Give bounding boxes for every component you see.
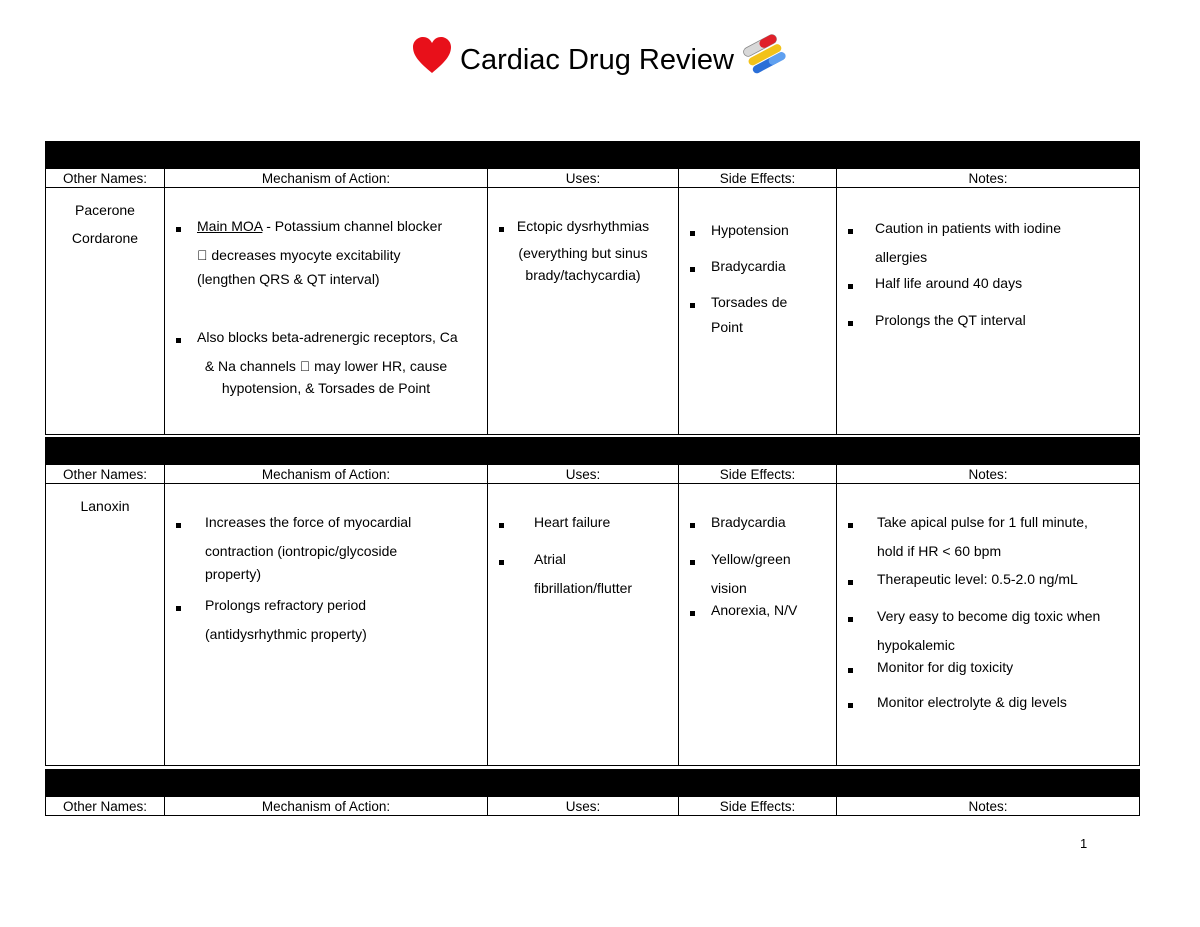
other-name: Lanoxin xyxy=(80,498,130,514)
pills-icon xyxy=(740,32,788,74)
header-row xyxy=(46,465,1140,484)
moa-cont: & Na channels may lower HR, cause xyxy=(212,358,440,374)
uses-cell xyxy=(488,484,679,766)
note-item: Very easy to become dig toxic when xyxy=(837,606,1139,627)
drug-row xyxy=(46,188,1140,435)
other-names-cell xyxy=(46,188,165,435)
moa-cont: property) xyxy=(205,566,262,582)
heart-icon xyxy=(412,36,452,74)
uses-item: Atrial xyxy=(488,549,678,570)
uses-cont: brady/tachycardia) xyxy=(525,267,641,283)
page-number: 1 xyxy=(1080,836,1088,851)
note-item: Half life around 40 days xyxy=(837,273,1139,294)
uses-cell xyxy=(488,188,679,435)
header-moa: Mechanism of Action: xyxy=(165,465,488,484)
side-effects-cell xyxy=(679,484,837,766)
header-notes: Notes: xyxy=(837,797,1140,816)
side-effect-item: Torsades de xyxy=(679,292,836,313)
side-effect-cont: Point xyxy=(711,319,743,335)
notes-cell xyxy=(837,484,1140,766)
notes-cell xyxy=(837,188,1140,435)
side-effect-item: Hypotension xyxy=(679,220,836,241)
moa-cell xyxy=(165,188,488,435)
note-item: Prolongs the QT interval xyxy=(837,310,1139,331)
note-item: Monitor electrolyte & dig levels xyxy=(837,692,1139,713)
header-notes: Notes: xyxy=(837,169,1140,188)
moa-cont: (lengthen QRS & QT interval) xyxy=(197,271,380,287)
header-other-names: Other Names: xyxy=(46,169,165,188)
page-title xyxy=(0,40,1200,82)
uses-item: Ectopic dysrhythmias xyxy=(488,216,678,237)
moa-item: Main MOA - Potassium channel blocker xyxy=(165,216,487,237)
header-notes: Notes: xyxy=(837,465,1140,484)
drug-table-3 xyxy=(45,769,1140,816)
side-effect-cont: vision xyxy=(711,580,747,596)
moa-cont: hypotension, & Torsades de Point xyxy=(221,380,431,396)
header-uses: Uses: xyxy=(488,169,679,188)
uses-cont: (everything but sinus xyxy=(518,245,648,261)
note-cont: allergies xyxy=(875,249,928,265)
header-side-effects: Side Effects: xyxy=(679,465,837,484)
note-item: Therapeutic level: 0.5-2.0 ng/mL xyxy=(837,569,1139,590)
moa-cont: contraction (iontropic/glycoside xyxy=(205,543,398,559)
note-cont: hold if HR < 60 bpm xyxy=(877,543,1002,559)
uses-cont: fibrillation/flutter xyxy=(534,580,633,596)
uses-item: Heart failure xyxy=(488,512,678,533)
side-effect-item: Bradycardia xyxy=(679,512,836,533)
moa-cont: decreases myocyte excitability xyxy=(197,247,387,263)
title-text: Cardiac Drug Review xyxy=(460,44,734,76)
header-moa: Mechanism of Action: xyxy=(165,797,488,816)
side-effect-item: Yellow/green xyxy=(679,549,836,570)
header-other-names: Other Names: xyxy=(46,797,165,816)
note-item: Monitor for dig toxicity xyxy=(837,657,1139,678)
moa-item: Prolongs refractory period xyxy=(165,595,487,616)
drug-table-2 xyxy=(45,437,1140,766)
note-item: Take apical pulse for 1 full minute, xyxy=(837,512,1139,533)
header-uses: Uses: xyxy=(488,465,679,484)
drug-row xyxy=(46,484,1140,766)
side-effect-item: Anorexia, N/V xyxy=(679,600,836,621)
other-name: Pacerone xyxy=(75,202,135,218)
other-name: Cordarone xyxy=(71,230,139,246)
moa-cont: (antidysrhythmic property) xyxy=(205,626,367,642)
drug-name-band xyxy=(46,142,1140,169)
header-side-effects: Side Effects: xyxy=(679,169,837,188)
header-moa: Mechanism of Action: xyxy=(165,169,488,188)
header-row xyxy=(46,169,1140,188)
moa-underlined: Main MOA xyxy=(197,218,263,234)
drug-name-band xyxy=(46,770,1140,797)
header-other-names: Other Names: xyxy=(46,465,165,484)
drug-name-band xyxy=(46,438,1140,465)
moa-item: Also blocks beta-adrenergic receptors, Ca xyxy=(165,327,487,348)
header-side-effects: Side Effects: xyxy=(679,797,837,816)
drug-table-1 xyxy=(45,141,1140,435)
header-uses: Uses: xyxy=(488,797,679,816)
side-effects-cell xyxy=(679,188,837,435)
other-names-cell xyxy=(46,484,165,766)
moa-item: Increases the force of myocardial xyxy=(165,512,487,533)
note-cont: hypokalemic xyxy=(877,637,955,653)
header-row xyxy=(46,797,1140,816)
note-item: Caution in patients with iodine xyxy=(837,218,1139,239)
moa-cell xyxy=(165,484,488,766)
side-effect-item: Bradycardia xyxy=(679,256,836,277)
